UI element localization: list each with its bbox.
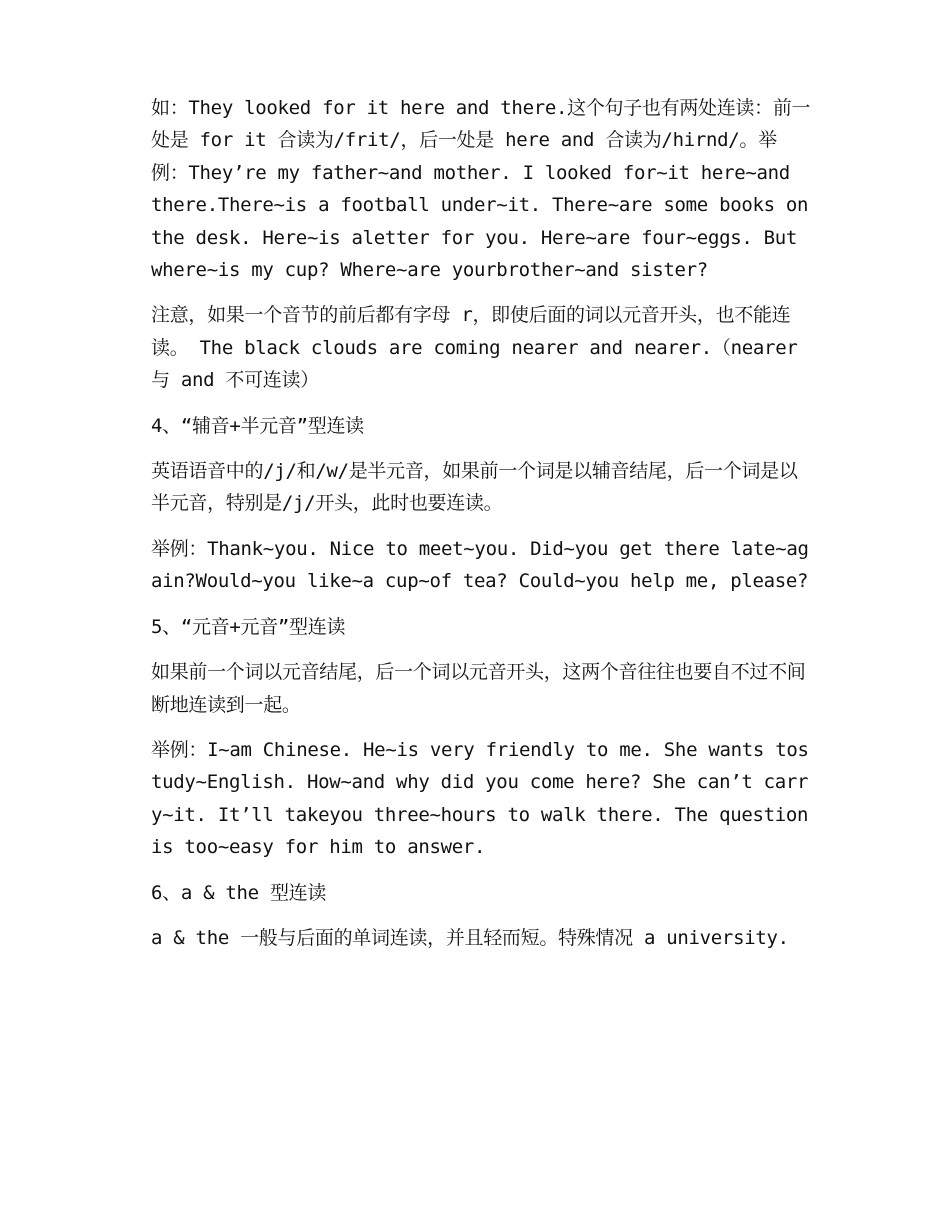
section-heading-article-linking: 6、a & the 型连读 (151, 881, 327, 904)
paragraph-article-explanation: a & the 一般与后面的单词连读，并且轻而短。特殊情况 a university. (151, 926, 789, 949)
paragraph-r-exception-note: 注意，如果一个音节的前后都有字母 r，即使后面的词以元音开头，也不能连读。 The black clouds are coming nearer and nearer.（nearer 与 and 不可连读） (151, 304, 798, 392)
paragraph-linking-examples: 如：They looked for it here and there.这个句子也有两处连读：前一处是 for it 合读为/frit/，后一处是 here and 合读为/hirnd/。举例：They’re my father~and mother. I looked for~it here~and there.There~is a football under~it. There~are some books on the desk. Here~is aletter for you. Here~are four~eggs. But where~is my cup? Where~are yourbrother~and sister? (151, 97, 811, 282)
section-heading-consonant-semivowel: 4、“辅音+半元音”型连读 (151, 414, 364, 437)
paragraph-vowel-explanation: 如果前一个词以元音结尾，后一个词以元音开头，这两个音往往也要自不过不间断地连读到一起。 (151, 661, 806, 716)
paragraph-semivowel-explanation: 英语语音中的/j/和/w/是半元音，如果前一个词是以辅音结尾，后一个词是以半元音，特别是/j/开头，此时也要连读。 (151, 460, 798, 515)
paragraph-semivowel-examples: 举例：Thank~you. Nice to meet~you. Did~you get there late~again?Would~you like~a cup~of tea? Could~you help me, please? (151, 537, 809, 593)
section-heading-vowel-vowel: 5、“元音+元音”型连读 (151, 615, 346, 638)
document-page (140, 92, 812, 967)
paragraph-vowel-examples: 举例：I~am Chinese. He~is very friendly to me. She wants tostudy~English. How~and why did you come here? She can’t carry~it. It’ll takeyou three~hours to walk there. The question is too~easy for him to answer. (151, 738, 809, 859)
